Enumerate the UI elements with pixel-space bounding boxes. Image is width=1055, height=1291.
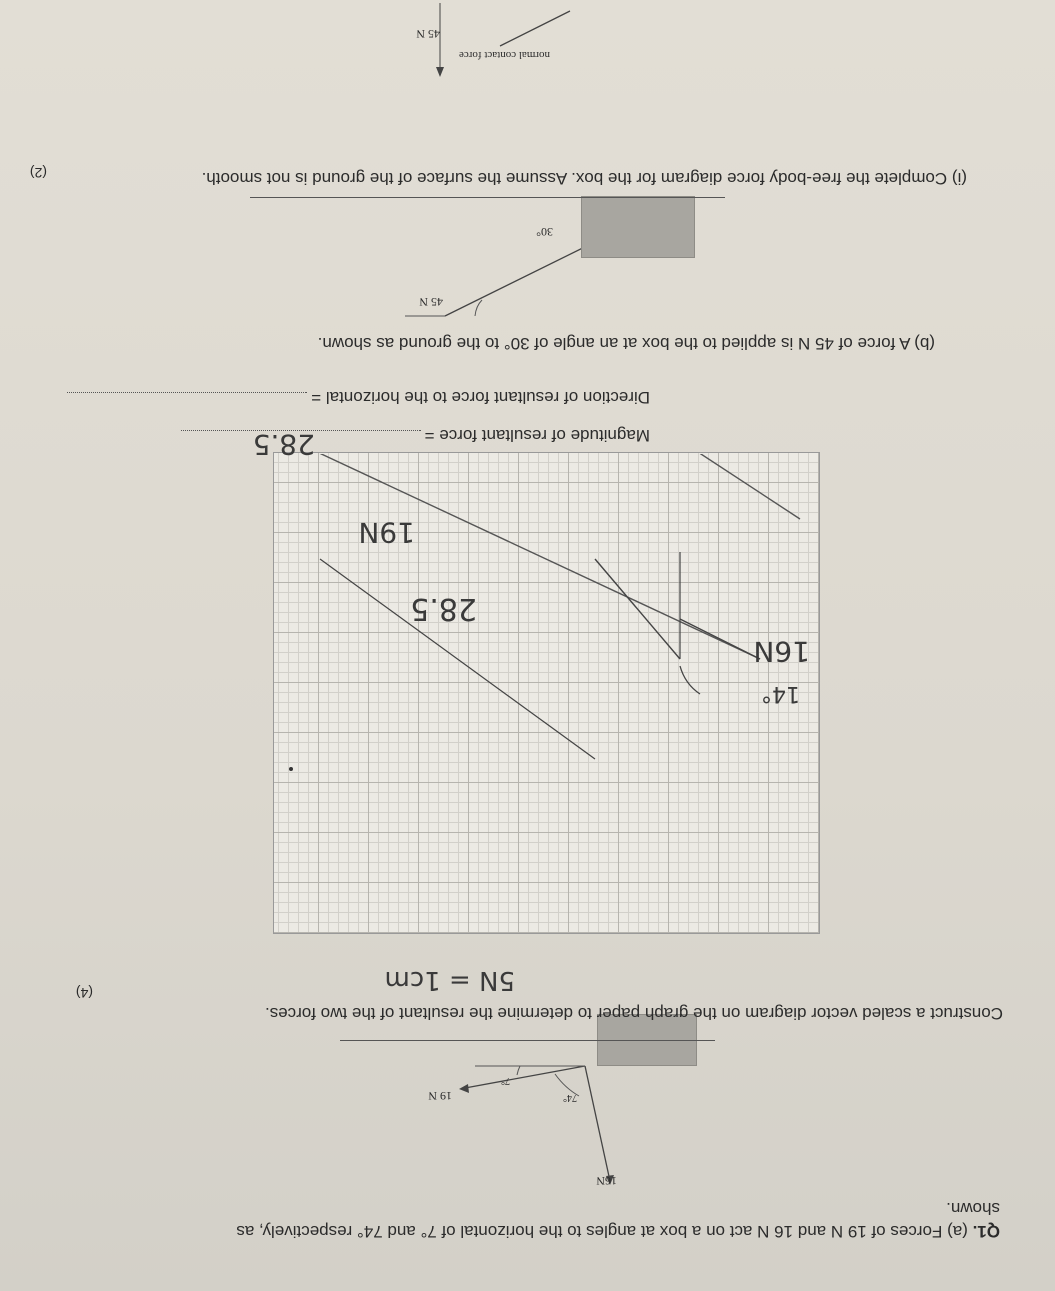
part-b-i-text: (i) Complete the free-body force diagram for the box. Assume the surface of the ground is not smooth.	[201, 169, 967, 188]
force-diagram-c	[345, 1, 575, 91]
direction-label: Direction of resultant force to the horizontal =	[67, 387, 650, 407]
question-label: Q1. (a) Forces of 19 N and 16 N act on a box at angles to the horizontal of 7° and 74° respectively, as	[236, 1222, 1000, 1241]
force-45-label: 45 N	[419, 295, 443, 309]
scale-handwriting: 5N = 1cm	[384, 965, 515, 995]
handwriting-19n: 19N	[358, 516, 415, 549]
angle-7-label: 7°	[501, 1075, 510, 1086]
part-a-intro: (a) Forces of 19 N and 16 N act on a box at angles to the horizontal of 7° and 74° respectively, as	[236, 1222, 968, 1241]
force-45-label-c: 45 N	[416, 27, 440, 41]
vector-construction	[275, 454, 820, 934]
box-b	[581, 196, 695, 258]
magnitude-answer: 28.5	[252, 428, 315, 461]
force-16-label: 16N	[596, 1174, 617, 1188]
handwriting-14deg: 14°	[761, 681, 800, 706]
normal-contact-label: normal contact force	[458, 49, 550, 61]
construct-instruction: Construct a scaled vector diagram on the graph paper to determine the resultant of the two forces.	[264, 1004, 1003, 1023]
part-a-intro-cont: shown.	[946, 1199, 1000, 1218]
part-b-intro: (b) A force of 45 N is applied to the box at an angle of 30° to the ground as shown.	[317, 334, 935, 353]
magnitude-label: Magnitude of resultant force =	[181, 425, 650, 445]
marks-b-i: (2)	[29, 165, 47, 181]
marks-a: (4)	[75, 985, 93, 1001]
ground-line-a	[340, 1040, 715, 1041]
handwriting-16n: 16N	[753, 635, 810, 668]
handwriting-resultant: 28.5	[410, 591, 477, 626]
force-diagram-a	[395, 1056, 715, 1196]
angle-74-label: 74°	[563, 1092, 577, 1103]
stray-mark	[289, 767, 293, 771]
ground-line-b	[250, 197, 725, 198]
force-19-label: 19 N	[428, 1089, 452, 1103]
angle-30-label: 30°	[536, 225, 553, 239]
